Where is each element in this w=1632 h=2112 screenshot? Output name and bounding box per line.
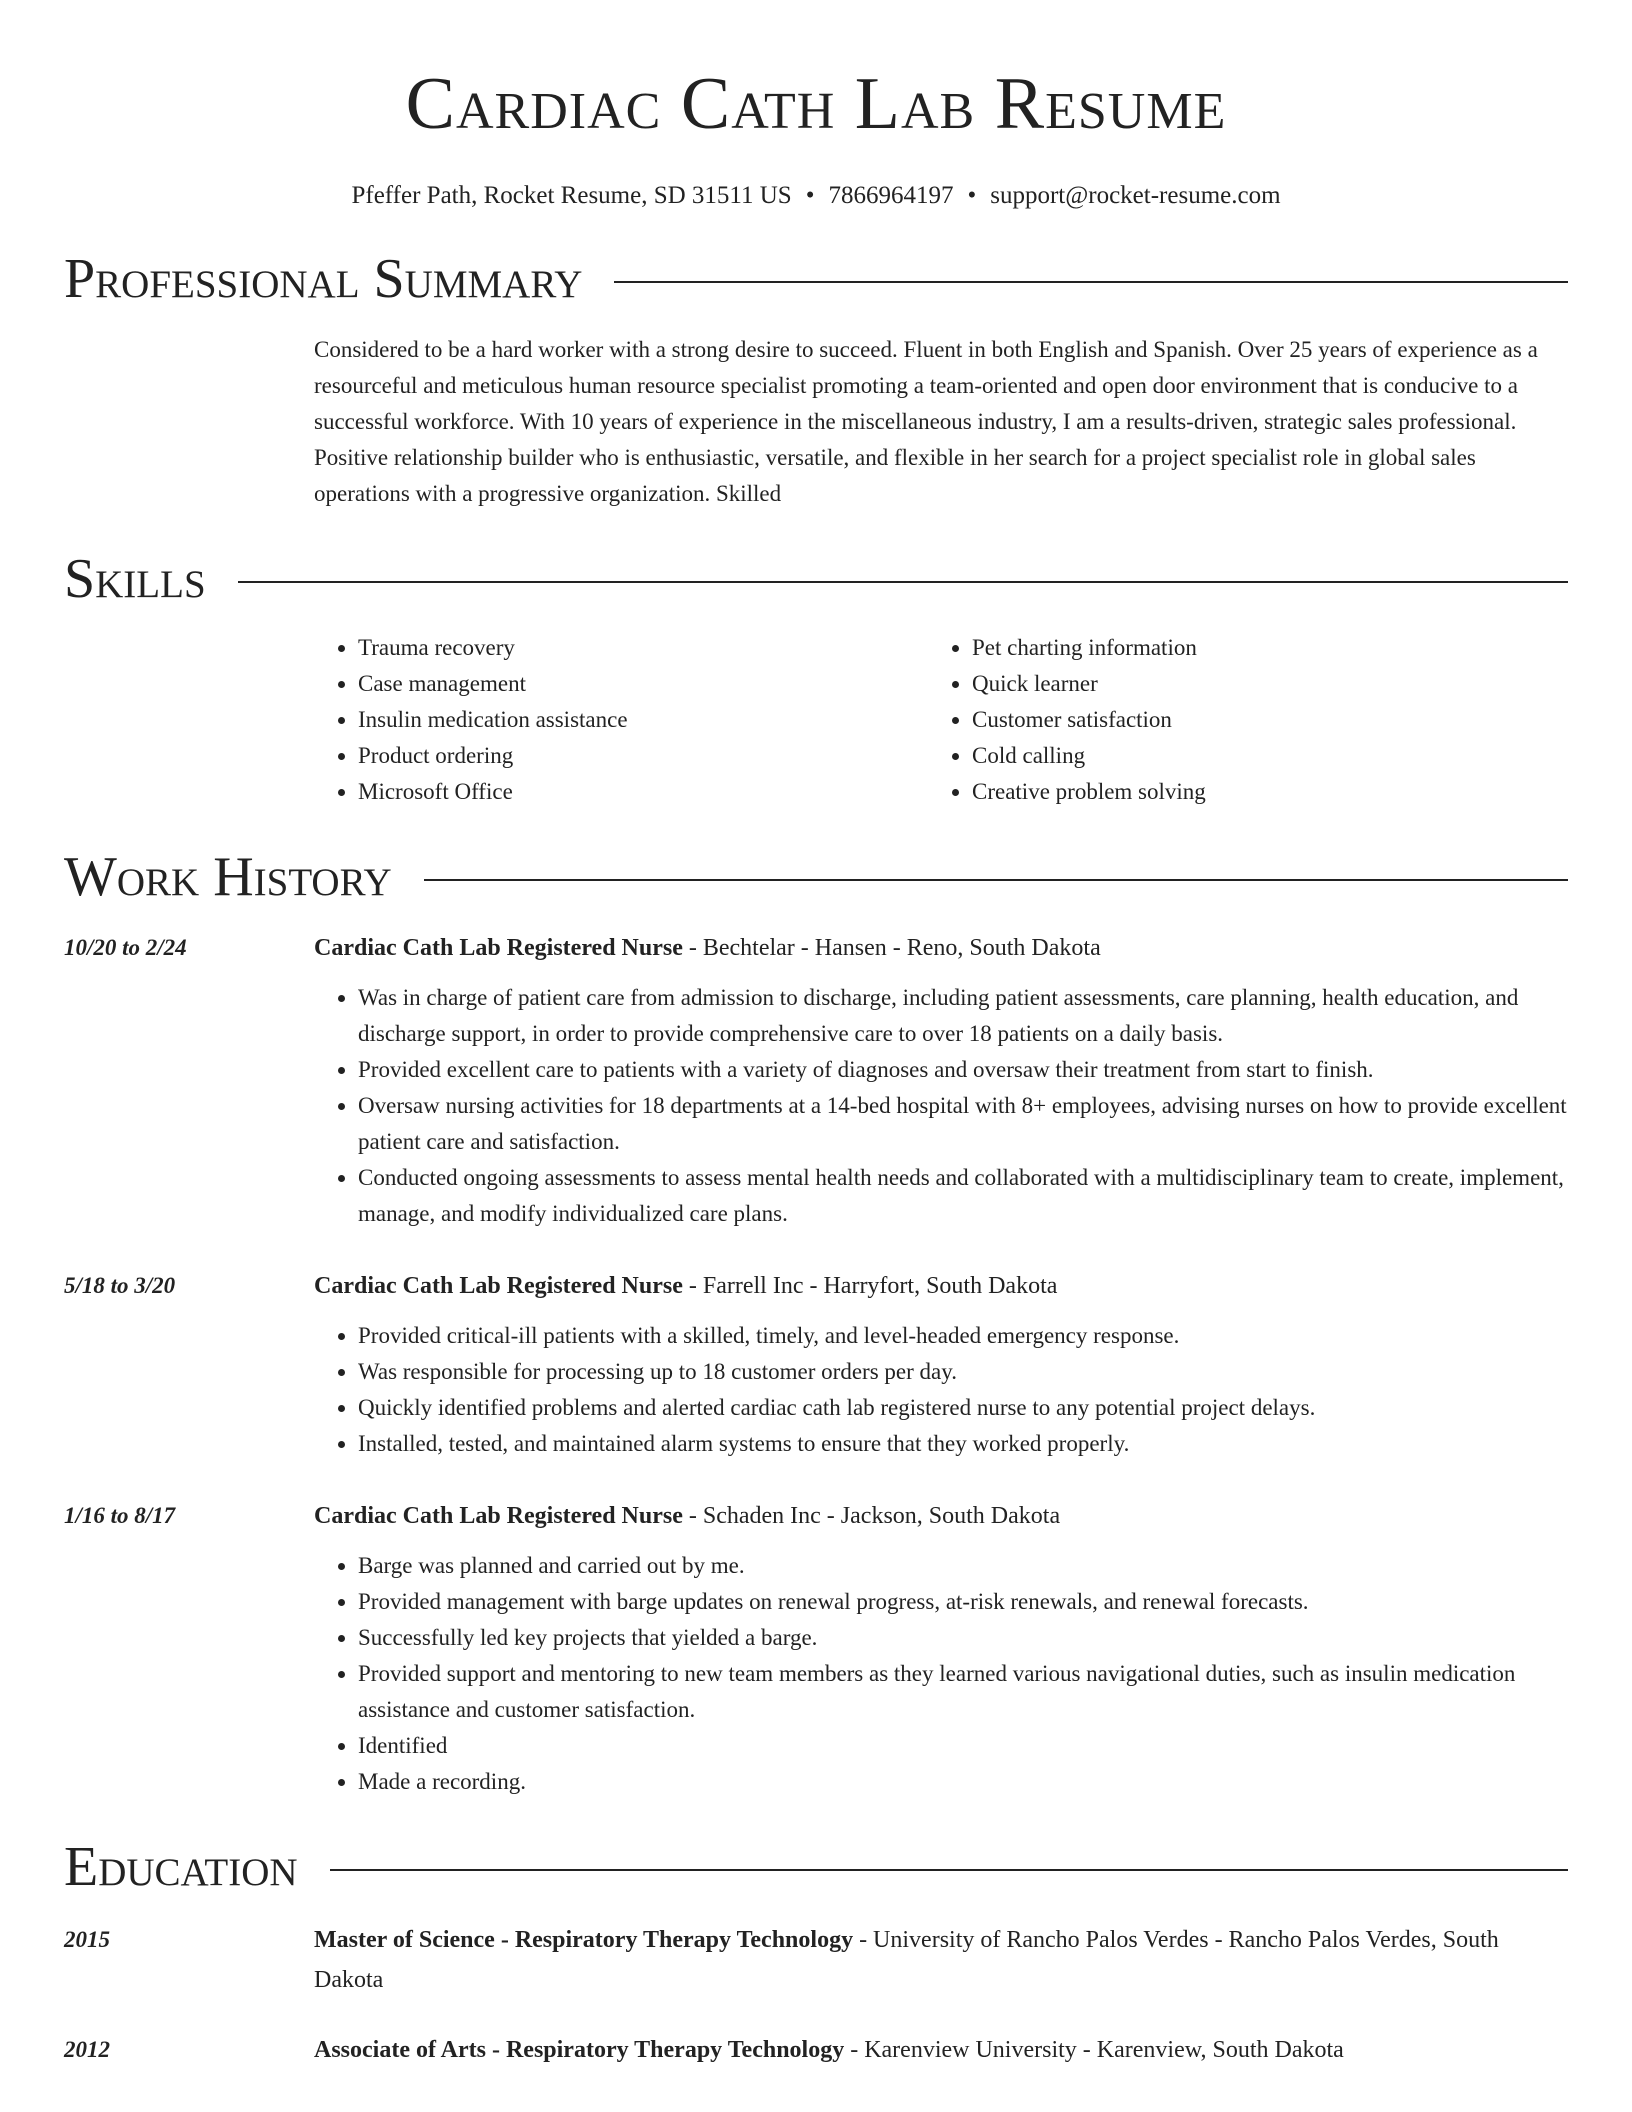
work-heading: Work History [64, 846, 392, 908]
skill-item: • Quick learner [972, 666, 1542, 702]
contact-phone: 7866964197 [828, 182, 954, 209]
job-body [314, 928, 1568, 1232]
job-title-line [314, 928, 1568, 968]
education-degree: Associate of Arts - Respiratory Therapy Technology [314, 2037, 845, 2063]
skill-item: • Product ordering [358, 738, 928, 774]
summary-heading: Professional Summary [64, 248, 583, 310]
job-bullet: • Provided support and mentoring to new team members as they learned various navigational duties, such as insulin medication assistance and customer satisfaction. [358, 1656, 1568, 1728]
job-bullet: • Installed, tested, and maintained alarm systems to ensure that they worked properly. [358, 1426, 1568, 1462]
job-title: Cardiac Cath Lab Registered Nurse [314, 1273, 683, 1299]
skill-item: • Trauma recovery [358, 630, 928, 666]
job-bullet: • Quickly identified problems and alerted cardiac cath lab registered nurse to any potential project delays. [358, 1390, 1568, 1426]
skill-item: • Customer satisfaction [972, 702, 1542, 738]
job-bullets [314, 980, 1568, 1232]
resume-header [64, 0, 1568, 212]
education-section-heading [64, 1834, 1568, 1900]
education-year: 2012 [64, 2037, 110, 2062]
job-bullet: • Identified [358, 1728, 1568, 1764]
skill-item: • Creative problem solving [972, 774, 1542, 810]
job-bullets [314, 1548, 1568, 1800]
job-body [314, 1496, 1568, 1800]
education-degree: Master of Science - Respiratory Therapy Technology [314, 1927, 854, 1953]
skills-list [314, 630, 1568, 810]
skill-item: • Insulin medication assistance [358, 702, 928, 738]
work-section-heading [64, 844, 1568, 910]
contact-email: support@rocket-resume.com [990, 182, 1281, 209]
section-divider [614, 281, 1568, 283]
job-bullet: • Was responsible for processing up to 18 customer orders per day. [358, 1354, 1568, 1390]
job-body [314, 1266, 1568, 1462]
education-body [314, 2030, 1568, 2070]
job-bullet: • Provided management with barge updates on renewal progress, at-risk renewals, and renewal forecasts. [358, 1584, 1568, 1620]
skills-heading: Skills [64, 548, 206, 610]
job-dates: 5/18 to 3/20 [64, 1273, 176, 1298]
skill-item: • Cold calling [972, 738, 1542, 774]
summary-text: Considered to be a hard worker with a strong desire to succeed. Fluent in both English and Spanish. Over 25 years of experience as a resourceful and meticulous human resource specialist promoting a team-oriented and open door environment that is conducive to a successful workforce. With 10 years of experience in the miscellaneous industry, I am a results-driven, strategic sales professional. Positive relationship builder who is enthusiastic, versatile, and flexible in her search for a project specialist role in global sales operations with a progressive organization. Skilled [314, 337, 1538, 506]
job-employer: - Farrell Inc - Harryfort, South Dakota [682, 1273, 1058, 1299]
job-employer: - Schaden Inc - Jackson, South Dakota [682, 1503, 1061, 1529]
contact-address: Pfeffer Path, Rocket Resume, SD 31511 US [351, 182, 792, 209]
contact-separator: • [805, 182, 815, 209]
skill-item: • Case management [358, 666, 928, 702]
skills-column-right [928, 630, 1542, 810]
education-entry [64, 2030, 1568, 2070]
resume-title: Cardiac Cath Lab Resume [405, 63, 1227, 145]
job-title: Cardiac Cath Lab Registered Nurse [314, 935, 683, 961]
summary-section-heading [64, 246, 1568, 312]
education-school: - Karenview University - Karenview, South Dakota [844, 2037, 1344, 2063]
job-bullet: • Conducted ongoing assessments to assess mental health needs and collaborated with a multidisciplinary team to create, implement, manage, and modify individualized care plans. [358, 1160, 1568, 1232]
job-bullet: • Was in charge of patient care from admission to discharge, including patient assessments, care planning, health education, and discharge support, in order to provide comprehensive care to over 18 patients on a daily basis. [358, 980, 1568, 1052]
skills-section-heading [64, 546, 1568, 612]
contact-line [64, 180, 1568, 212]
job-bullet: • Provided excellent care to patients with a variety of diagnoses and oversaw their treatment from start to finish. [358, 1052, 1568, 1088]
job-title-line [314, 1266, 1568, 1306]
job-employer: - Bechtelar - Hansen - Reno, South Dakota [682, 935, 1101, 961]
section-divider [424, 879, 1568, 881]
job-dates: 1/16 to 8/17 [64, 1503, 176, 1528]
job-entry [64, 1496, 1568, 1800]
job-entry [64, 928, 1568, 1232]
skills-column-left [314, 630, 928, 810]
job-bullet: • Barge was planned and carried out by me. [358, 1548, 1568, 1584]
job-bullet: • Oversaw nursing activities for 18 departments at a 14-bed hospital with 8+ employees, advising nurses on how to provide excellent patient care and satisfaction. [358, 1088, 1568, 1160]
skill-item: • Microsoft Office [358, 774, 928, 810]
job-bullet: • Made a recording. [358, 1764, 1568, 1800]
section-divider [238, 581, 1568, 583]
job-bullets [314, 1318, 1568, 1462]
education-year: 2015 [64, 1927, 110, 1952]
skill-item: • Pet charting information [972, 630, 1542, 666]
education-heading: Education [64, 1836, 298, 1898]
education-school: - University of Rancho Palos Verdes - Rancho Palos Verdes, South Dakota [314, 1927, 1499, 1993]
education-body [314, 1920, 1568, 2000]
job-entry [64, 1266, 1568, 1462]
job-title-line [314, 1496, 1568, 1536]
contact-separator: • [967, 182, 977, 209]
job-dates: 10/20 to 2/24 [64, 935, 187, 960]
job-bullet: • Provided critical-ill patients with a skilled, timely, and level-headed emergency response. [358, 1318, 1568, 1354]
section-divider [330, 1869, 1568, 1871]
education-entry [64, 1920, 1568, 2000]
job-bullet: • Successfully led key projects that yielded a barge. [358, 1620, 1568, 1656]
job-title: Cardiac Cath Lab Registered Nurse [314, 1503, 683, 1529]
